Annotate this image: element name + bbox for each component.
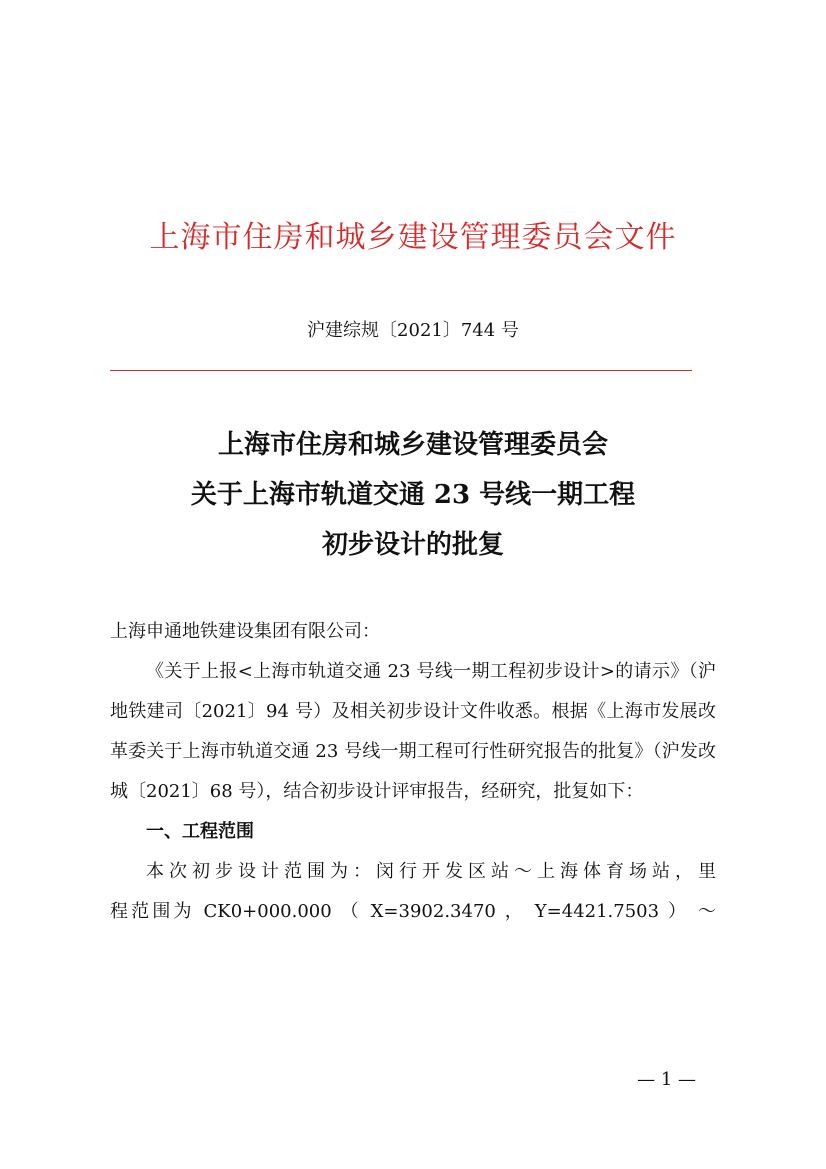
document-number: 沪建综规〔2021〕744 号 (307, 320, 519, 341)
document-body (110, 612, 716, 932)
red-divider-line (110, 370, 692, 371)
title-line-3: 初步设计的批复 (321, 530, 504, 560)
section-heading-scope: 一、工程范围 (146, 821, 254, 842)
salutation: 上海申通地铁建设集团有限公司： (110, 621, 380, 642)
title-line-1: 上海市住房和城乡建设管理委员会 (217, 430, 608, 460)
section-1-line-2: 程范围为 CK0+000.000 （ X=3902.3470 ， Y=4421.7503 ） ～ (110, 901, 716, 922)
agency-header: 上海市住房和城乡建设管理委员会文件 (149, 220, 677, 255)
body-paragraph-1: 《关于上报<上海市轨道交通 23 号线一期工程初步设计>的请示》（沪地铁建司〔2021〕94 号）及相关初步设计文件收悉。根据《上海市发展改革委关于上海市轨道交通 23 号线一期工程可行性研究报告的批复》（沪发改城〔2021〕68 号），结合初步设计评审报告，经研究，批复如下： (110, 661, 716, 802)
section-1-line-1: 本次初步设计范围为：闵行开发区站～上海体育场站，里 (146, 861, 716, 882)
page-number: — 1 — (637, 1069, 696, 1090)
document-title (0, 420, 826, 570)
title-line-2: 关于上海市轨道交通 23 号线一期工程 (190, 480, 636, 510)
